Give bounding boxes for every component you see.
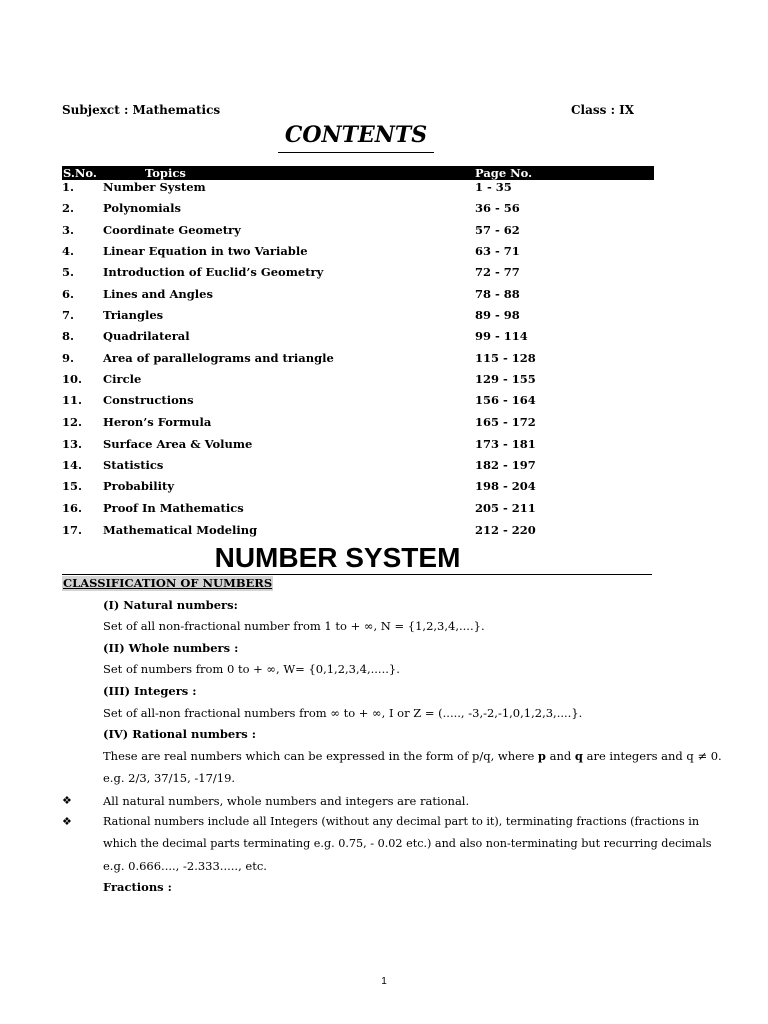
toc-sno: 5. (62, 265, 75, 279)
toc-sno: 3. (62, 223, 75, 237)
toc-sno: 8. (62, 329, 75, 343)
bullet-rational-detail-line1: Rational numbers include all Integers (without any decimal part to it), terminating fractions (fractions in (103, 815, 700, 828)
section-divider (62, 574, 652, 575)
toc-pages: 57 - 62 (475, 223, 520, 237)
toc-sno: 14. (62, 458, 83, 472)
toc-row (62, 350, 654, 366)
toc-sno: 10. (62, 372, 83, 386)
toc-pages: 99 - 114 (475, 329, 528, 343)
rational-example: e.g. 2/3, 37/15, -17/19. (103, 771, 236, 785)
toc-sno: 2. (62, 201, 75, 215)
toc-topic: Polynomials (103, 201, 181, 215)
toc-topic: Linear Equation in two Variable (103, 244, 308, 258)
bullet-rational-detail-line3: e.g. 0.666...., -2.333....., etc. (103, 859, 267, 873)
toc-topic: Quadrilateral (103, 329, 190, 343)
toc-topic: Circle (103, 372, 142, 386)
toc-row (62, 414, 654, 430)
toc-pages: 63 - 71 (475, 244, 520, 258)
toc-row (62, 478, 654, 494)
toc-pages: 36 - 56 (475, 201, 520, 215)
toc-pages: 129 - 155 (475, 372, 536, 386)
toc-pages: 1 - 35 (475, 180, 512, 194)
toc-topic: Constructions (103, 393, 194, 407)
toc-topic: Coordinate Geometry (103, 223, 241, 237)
toc-header-topics: Topics (145, 166, 186, 180)
bullet-rational-text: All natural numbers, whole numbers and integers are rational. (103, 794, 470, 808)
integers-heading: (III) Integers : (103, 684, 197, 698)
class-label: Class : IX (571, 103, 635, 117)
toc-row (62, 500, 654, 516)
toc-topic: Number System (103, 180, 206, 194)
toc-header-page: Page No. (475, 166, 533, 180)
toc-topic: Statistics (103, 458, 164, 472)
rational-text-before: These are real numbers which can be expressed in the form of p/q, where (103, 749, 538, 763)
toc-row (62, 307, 654, 323)
rational-text-after: are integers and q ≠ 0. (582, 749, 722, 763)
toc-sno: 15. (62, 479, 83, 493)
toc-sno: 17. (62, 523, 83, 537)
bullet-rational-detail-line2: which the decimal parts terminating e.g. 0.75, - 0.02 etc.) and also non-terminating but recurring decimals (103, 837, 712, 850)
toc-topic: Surface Area & Volume (103, 437, 253, 451)
toc-pages: 78 - 88 (475, 287, 520, 301)
classification-heading: CLASSIFICATION OF NUMBERS (63, 576, 273, 590)
toc-sno: 6. (62, 287, 75, 301)
rational-and: and (545, 749, 575, 763)
rational-q: q (574, 749, 583, 763)
toc-sno: 16. (62, 501, 83, 515)
diamond-bullet-icon: ❖ (62, 815, 72, 828)
toc-row (62, 436, 654, 452)
toc-sno: 7. (62, 308, 75, 322)
toc-row (62, 457, 654, 473)
toc-header (62, 166, 654, 180)
rational-text (103, 748, 722, 764)
toc-pages: 198 - 204 (475, 479, 536, 493)
toc-sno: 4. (62, 244, 75, 258)
whole-heading: (II) Whole numbers : (103, 641, 239, 655)
toc-header-sno: S.No. (63, 166, 97, 180)
toc-row (62, 328, 654, 344)
toc-row (62, 392, 654, 408)
whole-text: Set of numbers from 0 to + ∞, W= {0,1,2,3,4,.....}. (103, 662, 400, 676)
subject-label: Subjexct : Mathematics (62, 103, 221, 117)
toc-pages: 72 - 77 (475, 265, 520, 279)
diamond-bullet-icon: ❖ (62, 794, 72, 807)
toc-topic: Triangles (103, 308, 164, 322)
toc-row (62, 179, 654, 195)
toc-row (62, 371, 654, 387)
toc-pages: 205 - 211 (475, 501, 536, 515)
toc-topic: Mathematical Modeling (103, 523, 258, 537)
toc-topic: Proof In Mathematics (103, 501, 244, 515)
page-number: 1 (381, 976, 387, 987)
toc-topic: Introduction of Euclid’s Geometry (103, 265, 324, 279)
toc-row (62, 286, 654, 302)
toc-pages: 89 - 98 (475, 308, 520, 322)
toc-pages: 156 - 164 (475, 393, 536, 407)
rational-heading: (IV) Rational numbers : (103, 727, 257, 741)
toc-topic: Heron’s Formula (103, 415, 212, 429)
toc-topic: Lines and Angles (103, 287, 213, 301)
section-title: NUMBER SYSTEM (214, 542, 461, 573)
contents-title: CONTENTS (278, 122, 434, 153)
toc-topic: Area of parallelograms and triangle (103, 351, 334, 365)
toc-pages: 182 - 197 (475, 458, 536, 472)
fractions-heading: Fractions : (103, 880, 172, 894)
toc-pages: 173 - 181 (475, 437, 536, 451)
toc-row (62, 522, 654, 538)
toc-pages: 212 - 220 (475, 523, 536, 537)
toc-sno: 11. (62, 393, 83, 407)
toc-sno: 1. (62, 180, 75, 194)
toc-sno: 9. (62, 351, 75, 365)
integers-text: Set of all-non fractional numbers from ∞ to + ∞, I or Z = (....., -3,-2,-1,0,1,2,3,....}. (103, 706, 583, 720)
toc-topic: Probability (103, 479, 175, 493)
natural-text: Set of all non-fractional number from 1 to + ∞, N = {1,2,3,4,....}. (103, 619, 485, 633)
toc-row (62, 222, 654, 238)
toc-sno: 13. (62, 437, 83, 451)
natural-heading: (I) Natural numbers: (103, 598, 238, 612)
toc-sno: 12. (62, 415, 83, 429)
toc-row (62, 243, 654, 259)
toc-pages: 165 - 172 (475, 415, 536, 429)
rational-p: p (537, 749, 546, 763)
toc-row (62, 264, 654, 280)
toc-pages: 115 - 128 (475, 351, 536, 365)
toc-row (62, 200, 654, 216)
